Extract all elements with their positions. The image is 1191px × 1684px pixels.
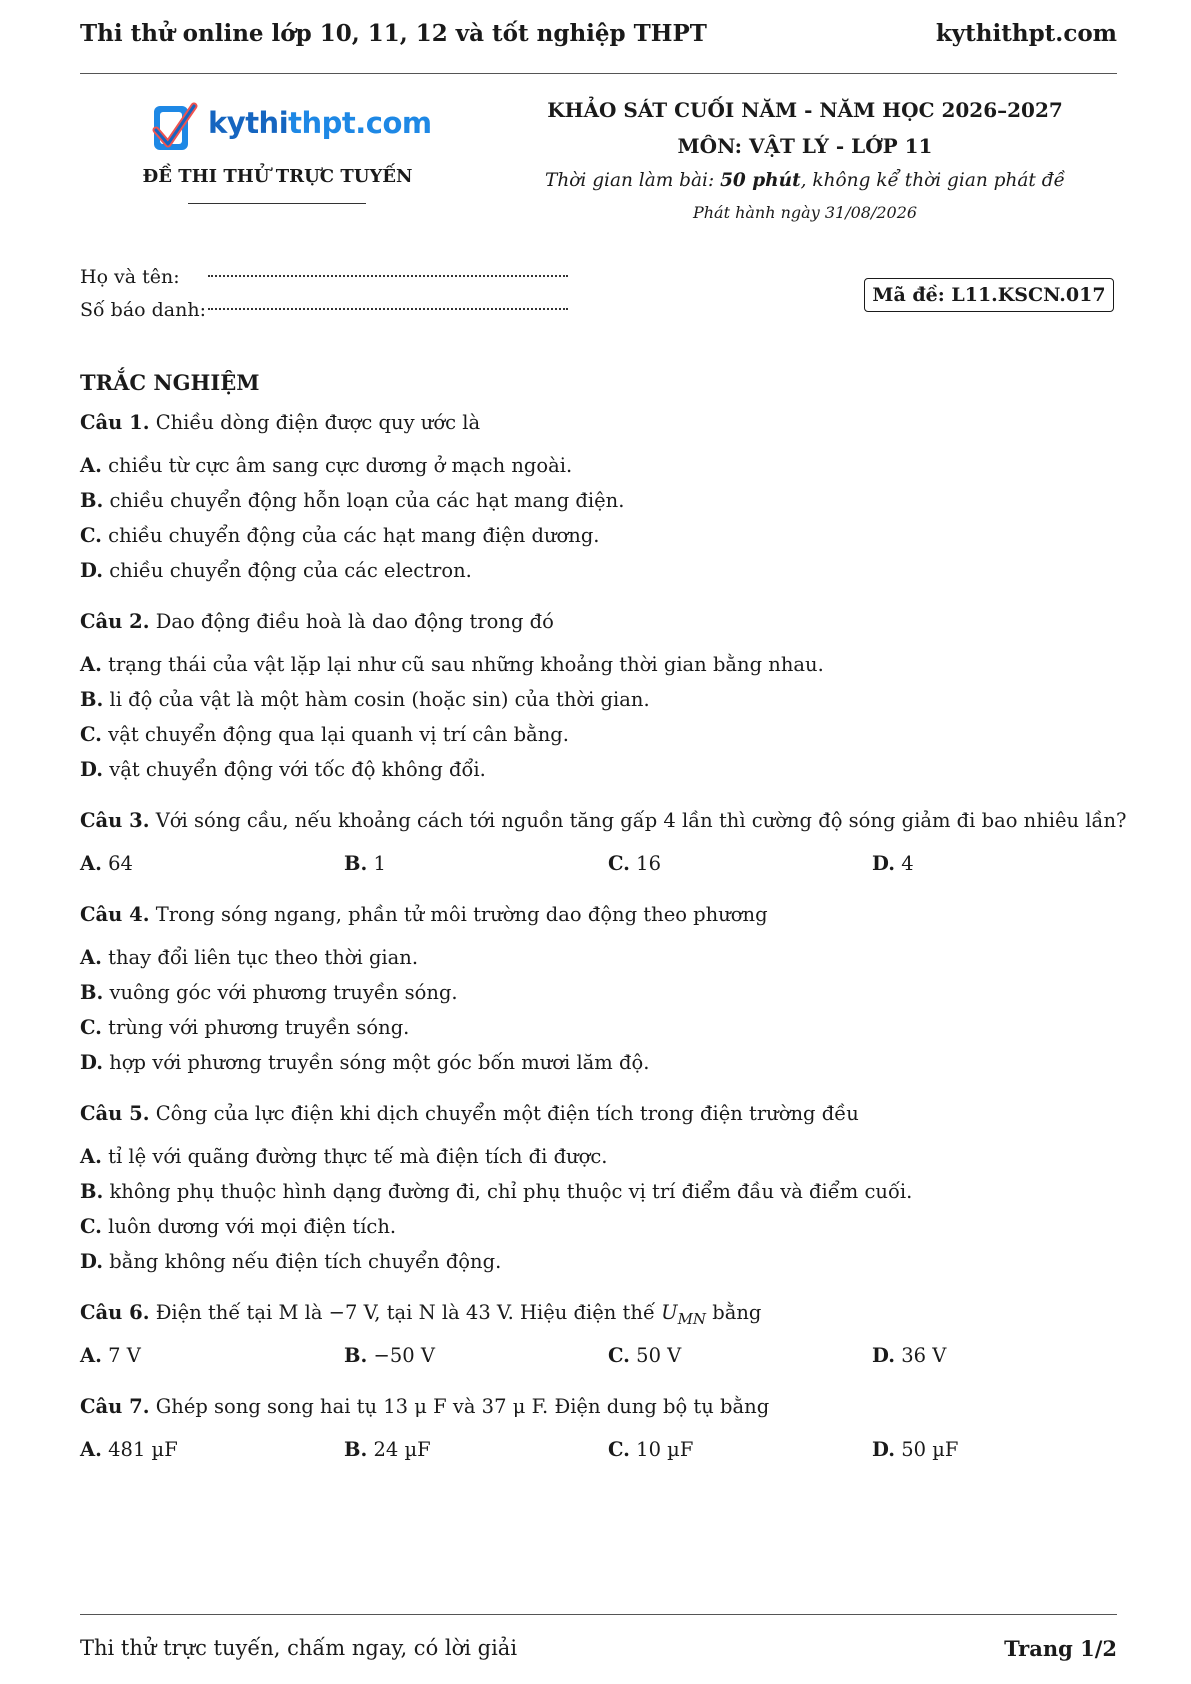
student-id-field[interactable] [80,299,206,321]
question-7-option-a[interactable]: A. 481 µF [80,1438,178,1461]
question-3-option-a[interactable]: A. 64 [80,852,133,875]
question-5-option-d[interactable]: D. bằng không nếu điện tích chuyển động. [80,1250,502,1273]
question-6-option-d[interactable]: D. 36 V [872,1344,947,1367]
question-7-option-b[interactable]: B. 24 µF [344,1438,431,1461]
question-5-option-b[interactable]: B. không phụ thuộc hình dạng đường đi, chỉ phụ thuộc vị trí điểm đầu và điểm cuối. [80,1180,913,1203]
subtitle-underline [188,203,366,204]
student-name-field[interactable] [80,266,180,288]
student-id-label: Số báo danh: [80,299,207,321]
question-5-option-a[interactable]: A. tỉ lệ với quãng đường thực tế mà điện tích đi được. [80,1145,608,1168]
exam-title: KHẢO SÁT CUỐI NĂM - NĂM HỌC 2026–2027 [547,98,1063,122]
voltage-symbol: U [661,1301,678,1324]
question-5: Câu 5. Công của lực điện khi dịch chuyển một điện tích trong điện trường đều [80,1102,859,1125]
question-1: Câu 1. Chiều dòng điện được quy ước là [80,411,481,434]
question-4-option-a[interactable]: A. thay đổi liên tục theo thời gian. [80,946,419,969]
exam-type-subtitle: ĐỀ THI THỬ TRỰC TUYẾN [142,166,413,187]
question-6-option-b[interactable]: B. −50 V [344,1344,435,1367]
question-4-option-c[interactable]: C. trùng với phương truyền sóng. [80,1016,410,1039]
header-divider [80,73,1117,74]
question-2: Câu 2. Dao động điều hoà là dao động trong đó [80,610,554,633]
header-left-text: Thi thử online lớp 10, 11, 12 và tốt nghiệp THPT [80,20,707,47]
question-4: Câu 4. Trong sóng ngang, phần tử môi trường dao động theo phương [80,903,768,926]
exam-release-date: Phát hành ngày 31/08/2026 [692,203,918,222]
question-3-option-d[interactable]: D. 4 [872,852,914,875]
question-3: Câu 3. Với sóng cầu, nếu khoảng cách tới nguồn tăng gấp 4 lần thì cường độ sóng giảm đi bao nhiêu lần? [80,809,1127,832]
logo-check-icon [150,100,202,156]
exam-time: Thời gian làm bài: 50 phút, không kể thời gian phát đề [545,170,1065,191]
question-2-option-a[interactable]: A. trạng thái của vật lặp lại như cũ sau những khoảng thời gian bằng nhau. [80,653,824,676]
header-site-link[interactable]: kythithpt.com [935,20,1117,47]
question-6: Câu 6. Điện thế tại M là −7 V, tại N là 43 V. Hiệu điện thế $U_{MN}$ bằng [80,1301,762,1328]
question-1-option-b[interactable]: B. chiều chuyển động hỗn loạn của các hạt mang điện. [80,489,625,512]
student-name-label: Họ và tên: [80,266,180,288]
question-7-option-d[interactable]: D. 50 µF [872,1438,959,1461]
question-7-option-c[interactable]: C. 10 µF [608,1438,694,1461]
exam-code-badge: Mã đề: L11.KSCN.017 [864,278,1114,312]
question-5-option-c[interactable]: C. luôn dương với mọi điện tích. [80,1215,397,1238]
student-id-blank[interactable] [208,308,568,310]
question-7: Câu 7. Ghép song song hai tụ 13 μ F và 37 μ F. Điện dung bộ tụ bằng [80,1395,770,1418]
site-logo[interactable] [150,100,432,156]
question-1-option-a[interactable]: A. chiều từ cực âm sang cực dương ở mạch ngoài. [80,454,573,477]
exam-subject: MÔN: VẬT LÝ - LỚP 11 [677,134,933,158]
logo-wordmark: kythithpt.com [208,106,432,140]
student-name-blank[interactable] [208,275,568,277]
footer-divider [80,1614,1117,1615]
voltage-subscript: MN [677,1310,707,1328]
footer-tagline: Thi thử trực tuyến, chấm ngay, có lời giải [80,1636,518,1660]
question-4-option-d[interactable]: D. hợp với phương truyền sóng một góc bốn mươi lăm độ. [80,1051,650,1074]
page-number: Trang 1/2 [1004,1636,1117,1661]
question-6-option-c[interactable]: C. 50 V [608,1344,682,1367]
question-1-option-d[interactable]: D. chiều chuyển động của các electron. [80,559,472,582]
question-1-option-c[interactable]: C. chiều chuyển động của các hạt mang điện dương. [80,524,600,547]
question-4-option-b[interactable]: B. vuông góc với phương truyền sóng. [80,981,458,1004]
question-3-option-b[interactable]: B. 1 [344,852,386,875]
section-title: TRẮC NGHIỆM [80,370,260,395]
question-6-option-a[interactable]: A. 7 V [80,1344,141,1367]
question-2-option-c[interactable]: C. vật chuyển động qua lại quanh vị trí cân bằng. [80,723,569,746]
question-3-option-c[interactable]: C. 16 [608,852,661,875]
question-2-option-b[interactable]: B. li độ của vật là một hàm cosin (hoặc sin) của thời gian. [80,688,650,711]
question-2-option-d[interactable]: D. vật chuyển động với tốc độ không đổi. [80,758,486,781]
